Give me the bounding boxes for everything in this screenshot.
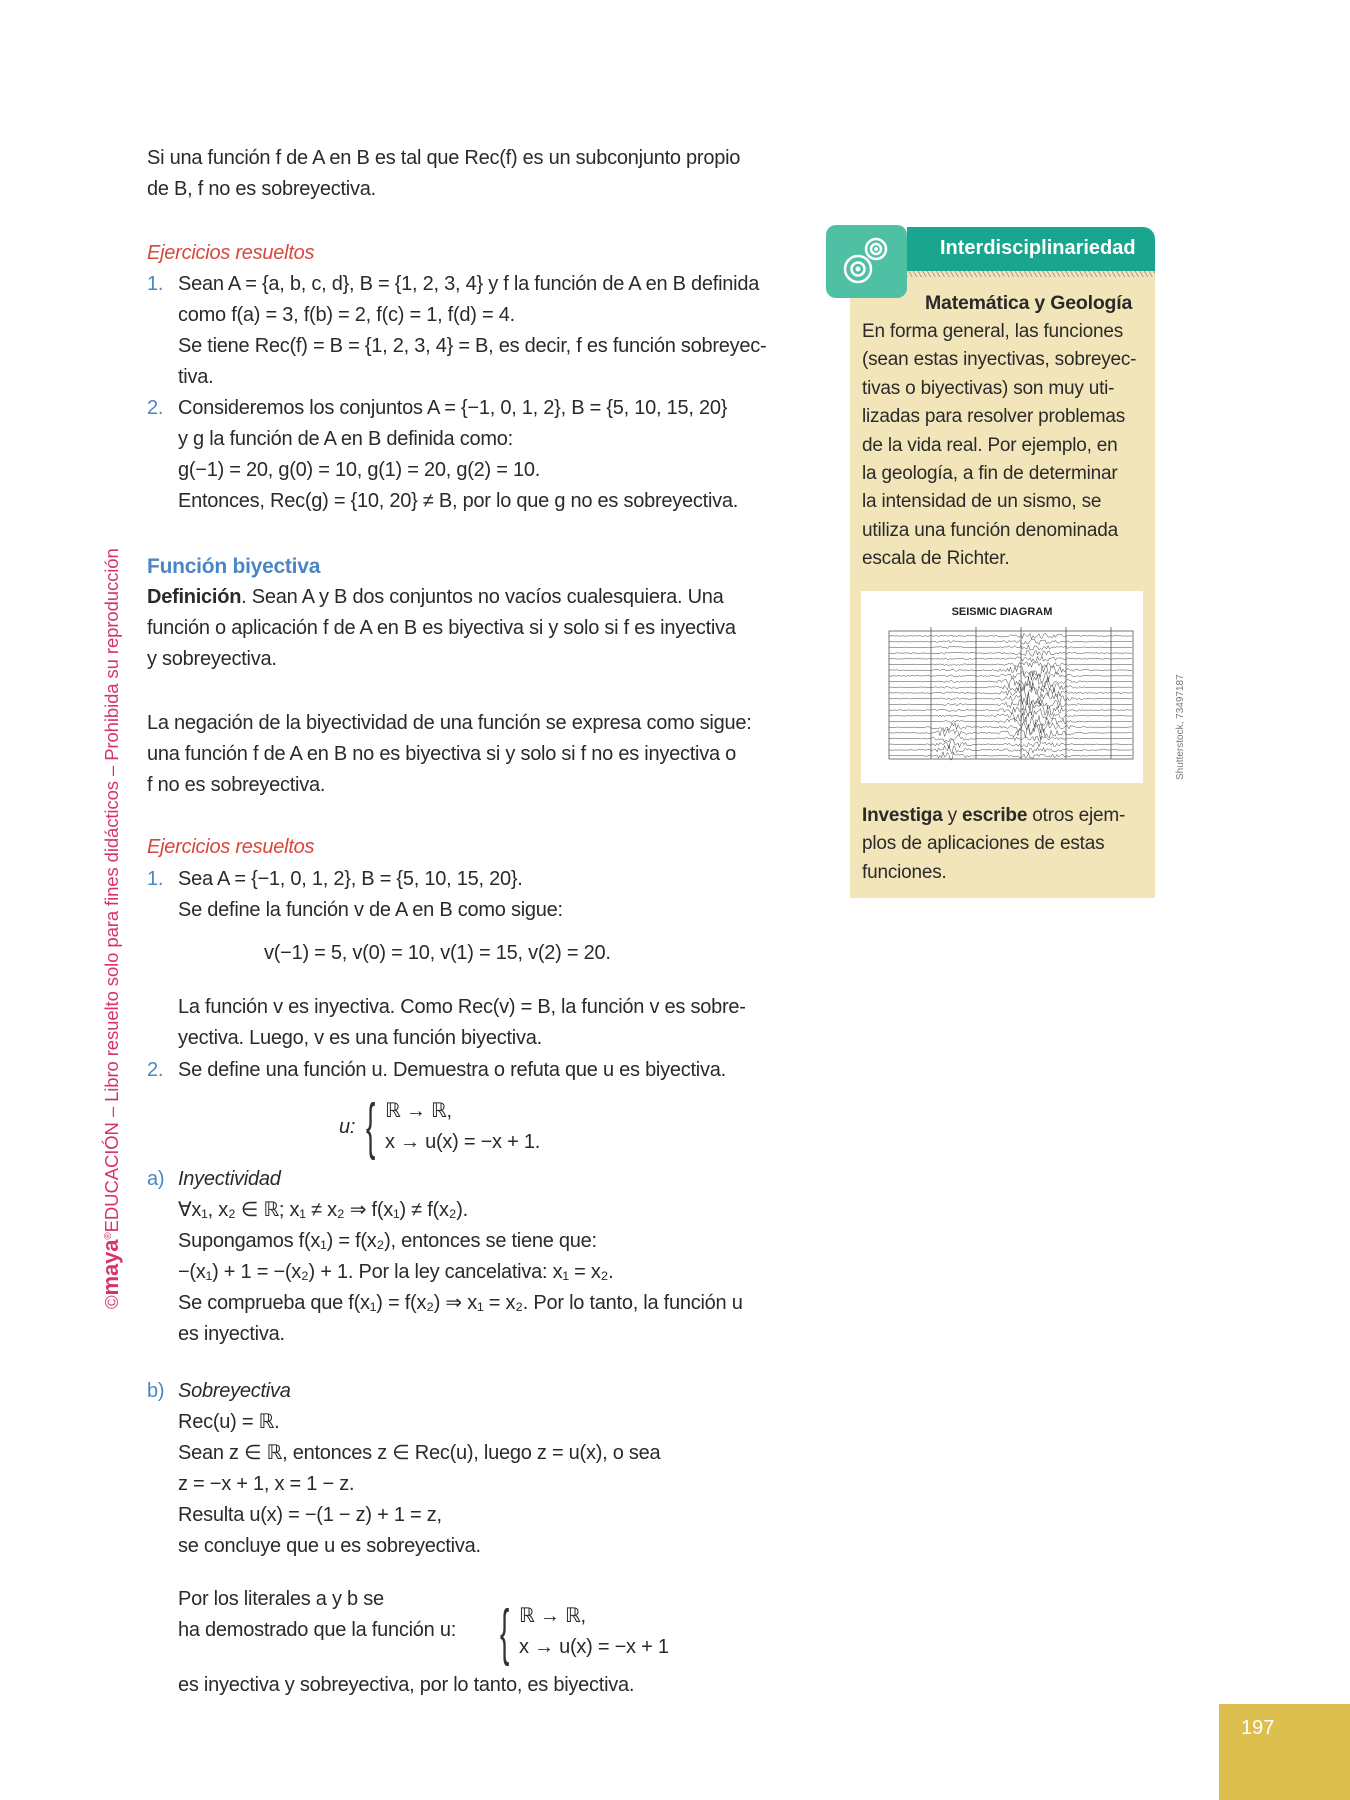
text-line: La negación de la biyectividad de una función se expresa como sigue: (147, 712, 752, 734)
seismic-trace (889, 639, 1132, 644)
definition-paragraph (147, 582, 736, 675)
seismic-trace (889, 699, 1132, 710)
seismic-trace (889, 675, 1132, 688)
text-line: Rec(u) = ℝ. (178, 1411, 280, 1433)
hatch-divider (907, 271, 1155, 277)
sidebar-header (907, 227, 1155, 271)
part-b (147, 1376, 660, 1562)
text-line: ∀x₁, x₂ ∈ ℝ; x₁ ≠ x₂ ⇒ f(x₁) ≠ f(x₂). (178, 1199, 468, 1221)
negation-paragraph (147, 708, 752, 801)
item-number: 1. (147, 273, 164, 295)
text-line: Por los literales a y b se (178, 1588, 384, 1610)
seismic-trace (889, 735, 1132, 743)
text-line: ℝ → ℝ, (519, 1605, 586, 1627)
text-line: Si una función f de A en B es tal que Rec(f) es un subconjunto propio (147, 147, 741, 169)
brace-icon: { (366, 1092, 376, 1161)
item-number: b) (147, 1380, 165, 1402)
item-number: 1. (147, 868, 164, 890)
text-line: Se define la función v de A en B como sigue: (178, 899, 563, 921)
text-line: se concluye que u es sobreyectiva. (178, 1535, 481, 1557)
seismic-trace (889, 686, 1132, 699)
text-line: Sobreyectiva (178, 1380, 291, 1402)
exercise-1 (147, 864, 563, 926)
text-line: Consideremos los conjuntos A = {−1, 0, 1, 2}, B = {5, 10, 15, 20} (178, 397, 728, 419)
text-line: Se comprueba que f(x₁) = f(x₂) ⇒ x₁ = x₂. Por lo tanto, la función u (178, 1292, 743, 1314)
text-line: una función f de A en B no es biyectiva si y solo si f no es inyectiva o (147, 743, 737, 765)
copyright-watermark: ©maya®EDUCACIÓN – Libro resuelto solo para fines didácticos – Prohibida su reproducción (98, 548, 123, 1309)
list-item (147, 864, 563, 926)
text-line: y sobreyectiva. (147, 648, 277, 670)
text: otros ejem- (1027, 805, 1126, 826)
text-line: lizadas para resolver problemas (862, 406, 1126, 428)
text-line: funciones. (862, 861, 947, 883)
text-line: (sean estas inyectivas, sobreyec- (862, 349, 1137, 371)
text-line: de B, f no es sobreyectiva. (147, 178, 376, 200)
seismic-trace (889, 709, 1132, 722)
sidebar-body (862, 318, 1136, 574)
text-line: g(−1) = 20, g(0) = 10, g(1) = 20, g(2) = 10. (178, 459, 540, 481)
text-line: z = −x + 1, x = 1 − z. (178, 1473, 355, 1495)
section-heading: Ejercicios resueltos (147, 836, 315, 858)
item-number: 2. (147, 1059, 164, 1081)
text-line: Se tiene Rec(f) = B = {1, 2, 3, 4} = B, es decir, f es función sobreyec- (178, 335, 767, 357)
list-item (147, 1376, 660, 1562)
text-line: ℝ → ℝ, (385, 1100, 452, 1122)
text: y (942, 805, 963, 826)
brace-icon: { (500, 1598, 510, 1667)
text-line: y g la función de A en B definida como: (178, 428, 513, 450)
sidebar-task (862, 802, 1125, 887)
seismic-trace (889, 665, 1132, 677)
function-definition (385, 1096, 540, 1158)
part-a (147, 1164, 743, 1350)
task-verb: escribe (962, 805, 1028, 826)
page-number (1219, 1704, 1350, 1800)
image-title: SEISMIC DIAGRAM (951, 606, 1053, 618)
text-line: En forma general, las funciones (862, 321, 1124, 342)
final-statement: es inyectiva y sobreyectiva, por lo tanto, es biyectiva. (178, 1674, 635, 1696)
definition-label: Definición (147, 586, 242, 608)
seismic-trace (889, 726, 1132, 740)
seismic-trace (889, 745, 1132, 754)
seismic-diagram-image (861, 591, 1143, 783)
section-heading: Función biyectiva (147, 555, 321, 578)
text-line: La función v es inyectiva. Como Rec(v) = B, la función v es sobre- (178, 996, 746, 1018)
section-heading: Ejercicios resueltos (147, 242, 315, 264)
seismic-trace (889, 645, 1132, 650)
item-number: a) (147, 1168, 165, 1190)
text-line: ha demostrado que la función u: (178, 1619, 457, 1641)
target-circles-icon (826, 225, 907, 298)
seismic-trace (889, 650, 1132, 656)
seismic-trace (889, 721, 1132, 733)
text-line: Supongamos f(x₁) = f(x₂), entonces se tiene que: (178, 1230, 597, 1252)
list-item (147, 393, 766, 517)
text-line: la intensidad de un sismo, se (862, 491, 1102, 513)
task-verb: Investiga (862, 805, 943, 826)
page-number-label: 197 (1241, 1717, 1275, 1739)
sidebar-title: Matemática y Geología (925, 292, 1133, 314)
text-line: x → u(x) = −x + 1. (385, 1131, 541, 1153)
u-label: u: (339, 1116, 356, 1138)
seismic-frame (889, 631, 1133, 759)
text-line: Resulta u(x) = −(1 − z) + 1 = z, (178, 1504, 442, 1526)
text-line: como f(a) = 3, f(b) = 2, f(c) = 1, f(d) = 4. (178, 304, 515, 326)
function-definition (519, 1601, 669, 1663)
text-line: Sea A = {−1, 0, 1, 2}, B = {5, 10, 15, 20}. (178, 868, 523, 890)
image-credit: Shutterstock, 73497187 (1175, 674, 1186, 780)
text-line: Sean z ∈ ℝ, entonces z ∈ Rec(u), luego z = u(x), o sea (178, 1442, 661, 1464)
seismic-trace (889, 633, 1132, 639)
text-line: escala de Richter. (862, 548, 1010, 570)
text-line: Se define una función u. Demuestra o refuta que u es biyectiva. (178, 1059, 726, 1081)
seismic-trace (889, 692, 1132, 705)
conclusion-text (178, 1584, 456, 1646)
exercise-1-conclusion (178, 992, 746, 1054)
text-line: Sean A = {a, b, c, d}, B = {1, 2, 3, 4} y f la función de A en B definida (178, 273, 760, 295)
text-line: utiliza una función denominada (862, 519, 1118, 541)
seismic-trace (889, 716, 1132, 727)
sidebar-header-label: Interdisciplinariedad (940, 237, 1136, 259)
intro-paragraph (147, 143, 740, 205)
exercise-2 (147, 1055, 726, 1086)
text-line: la geología, a fin de determinar (862, 462, 1118, 484)
text-line: −(x₁) + 1 = −(x₂) + 1. Por la ley cancelativa: x₁ = x₂. (178, 1261, 614, 1283)
list-item (147, 1164, 743, 1350)
seismic-trace (889, 739, 1132, 749)
text-line: tivas o biyectivas) son muy uti- (862, 377, 1115, 399)
text-line: yectiva. Luego, v es una función biyectiva. (178, 1027, 542, 1049)
text-line: plos de aplicaciones de estas (862, 833, 1105, 855)
maya-logo: maya (98, 1239, 123, 1296)
text-line: . Sean A y B dos conjuntos no vacíos cualesquiera. Una (241, 586, 724, 608)
text-line: Entonces, Rec(g) = {10, 20} ≠ B, por lo que g no es sobreyectiva. (178, 490, 739, 512)
seismic-trace (889, 656, 1132, 662)
exercise-list (147, 269, 766, 517)
formula: v(−1) = 5, v(0) = 10, v(1) = 15, v(2) = 20. (264, 942, 611, 964)
seismic-trace (889, 703, 1132, 716)
text-line: es inyectiva. (178, 1323, 285, 1345)
text-line: de la vida real. Por ejemplo, en (862, 434, 1118, 456)
text-line: tiva. (178, 366, 214, 388)
item-number: 2. (147, 397, 164, 419)
text-line: x → u(x) = −x + 1 (519, 1636, 669, 1658)
text-line: f no es sobreyectiva. (147, 774, 326, 796)
text-line: función o aplicación f de A en B es biyectiva si y solo si f es inyectiva (147, 617, 736, 639)
list-item (147, 269, 766, 393)
text-line: Inyectividad (178, 1168, 281, 1190)
